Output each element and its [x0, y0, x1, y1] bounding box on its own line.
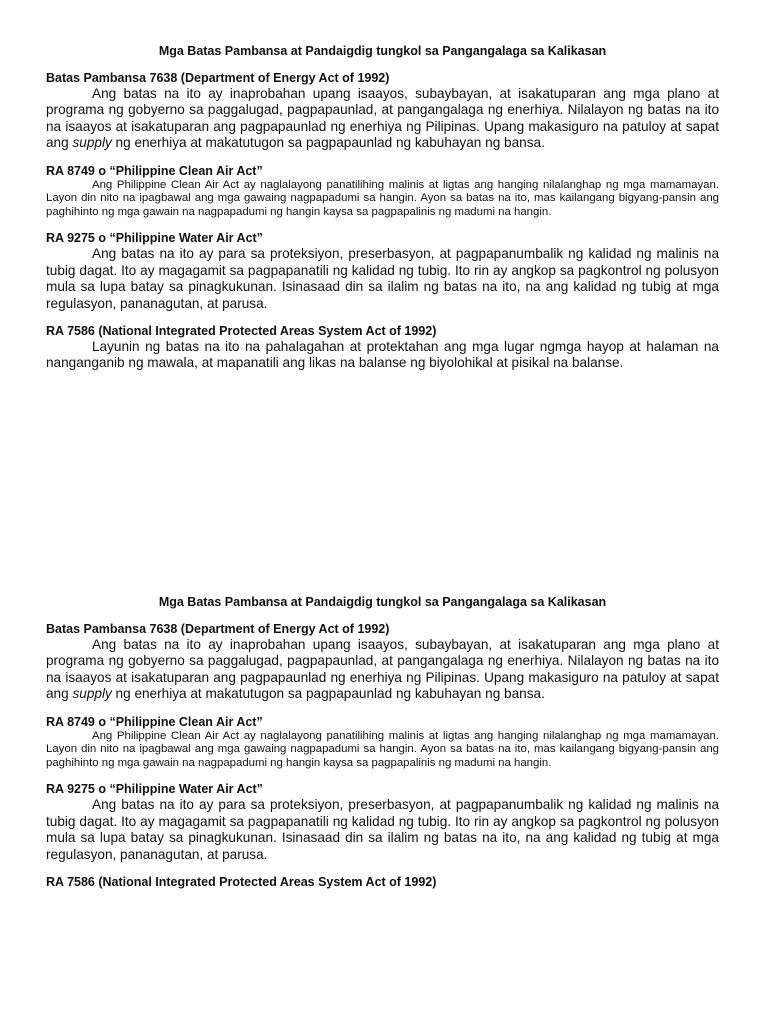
section-heading: Batas Pambansa 7638 (Department of Energy Act of 1992): [46, 71, 390, 85]
body-italic-text: supply: [72, 135, 112, 151]
section-clean-air-act: [46, 714, 719, 771]
body-text: ng enerhiya at makatutugon sa pagpapaunlad ng kabuhayan ng bansa.: [111, 686, 545, 702]
section-water-act: [46, 781, 719, 863]
document-title: Mga Batas Pambansa at Pandaigdig tungkol sa Pangangalaga sa Kalikasan: [158, 44, 607, 58]
section-energy-act: [46, 621, 719, 703]
section-heading: Batas Pambansa 7638 (Department of Energy Act of 1992): [46, 622, 390, 636]
section-protected-areas-act: [46, 323, 719, 372]
section-body: [46, 86, 719, 152]
section-body: [46, 637, 719, 703]
section-body: Ang batas na ito ay para sa proteksiyon, preserbasyon, at pagpapanumbalik ng kalidad ng malinis na tubig dagat. Ito ay magagamit sa pagpapanatili ng kalidad ng tubig. Ito rin ay angkop sa pagkontrol ng polusyon mula sa lupa batay sa pinagkukunan. Isinasaad din sa ilalim ng batas na ito, na ang kalidad ng tubig at mga regulasyon, pananagutan, at parusa.: [46, 246, 719, 311]
section-clean-air-act: [46, 163, 719, 220]
section-water-act: [46, 230, 719, 312]
document-title: Mga Batas Pambansa at Pandaigdig tungkol sa Pangangalaga sa Kalikasan: [158, 595, 607, 609]
section-body: Ang batas na ito ay para sa proteksiyon, preserbasyon, at pagpapanumbalik ng kalidad ng malinis na tubig dagat. Ito ay magagamit sa pagpapanatili ng kalidad ng tubig. Ito rin ay angkop sa pagkontrol ng polusyon mula sa lupa batay sa pinagkukunan. Isinasaad din sa ilalim ng batas na ito, na ang kalidad ng tubig at mga regulasyon, pananagutan, at parusa.: [46, 797, 719, 862]
document-page-1: [46, 44, 719, 383]
section-heading: RA 9275 o “Philippine Water Air Act”: [46, 231, 263, 246]
section-heading: RA 7586 (National Integrated Protected Areas System Act of 1992): [46, 875, 437, 890]
section-body: Ang Philippine Clean Air Act ay naglalayong panatilihing malinis at ligtas ang hanging nilalanghap ng mga mamamayan. Layon din nito na ipagbawal ang mga gawaing nagpapadumi sa hangin. Ayon sa batas na ito, mas kailangang bigyang-pansin ang paghihinto ng mga gawain na nagpapadumi ng hangin kaysa sa pagpapalinis ng madumi na hangin.: [46, 729, 719, 769]
body-text: ng enerhiya at makatutugon sa pagpapaunlad ng kabuhayan ng bansa.: [111, 135, 545, 151]
document-page-2: [46, 595, 719, 901]
section-heading: RA 8749 o “Philippine Clean Air Act”: [46, 714, 263, 729]
section-heading: RA 8749 o “Philippine Clean Air Act”: [46, 163, 263, 178]
body-text: Ang batas na ito ay inaprobahan upang isaayos, subaybayan, at isakatuparan ang mga plano at programa ng gobyerno sa paggalugad, pagpapaunlad, at pangangalaga ng enerhiya. Nilalayon ng batas na ito na isaayos at isakatuparan ang pagpapaunlad ng enerhiya ng Pilipinas. Upang makasiguro na patuloy at sapat ang: [46, 637, 719, 702]
section-energy-act: [46, 70, 719, 152]
section-protected-areas-act: [46, 874, 719, 890]
section-heading: RA 9275 o “Philippine Water Air Act”: [46, 782, 263, 797]
section-body: Ang Philippine Clean Air Act ay naglalayong panatilihing malinis at ligtas ang hanging nilalanghap ng mga mamamayan. Layon din nito na ipagbawal ang mga gawaing nagpapadumi sa hangin. Ayon sa batas na ito, mas kailangang bigyang-pansin ang paghihinto ng mga gawain na nagpapadumi ng hangin kaysa sa pagpapalinis ng madumi na hangin.: [46, 178, 719, 218]
section-heading: RA 7586 (National Integrated Protected Areas System Act of 1992): [46, 324, 437, 339]
body-italic-text: supply: [72, 686, 112, 702]
body-text: Ang batas na ito ay inaprobahan upang isaayos, subaybayan, at isakatuparan ang mga plano at programa ng gobyerno sa paggalugad, pagpapaunlad, at pangangalaga ng enerhiya. Nilalayon ng batas na ito na isaayos at isakatuparan ang pagpapaunlad ng enerhiya ng Pilipinas. Upang makasiguro na patuloy at sapat ang: [46, 86, 719, 151]
section-body: Layunin ng batas na ito na pahalagahan at protektahan ang mga lugar ngmga hayop at halaman na nanganganib ng mawala, at mapanatili ang likas na balanse ng biyolohikal at pisikal na balanse.: [46, 339, 719, 371]
